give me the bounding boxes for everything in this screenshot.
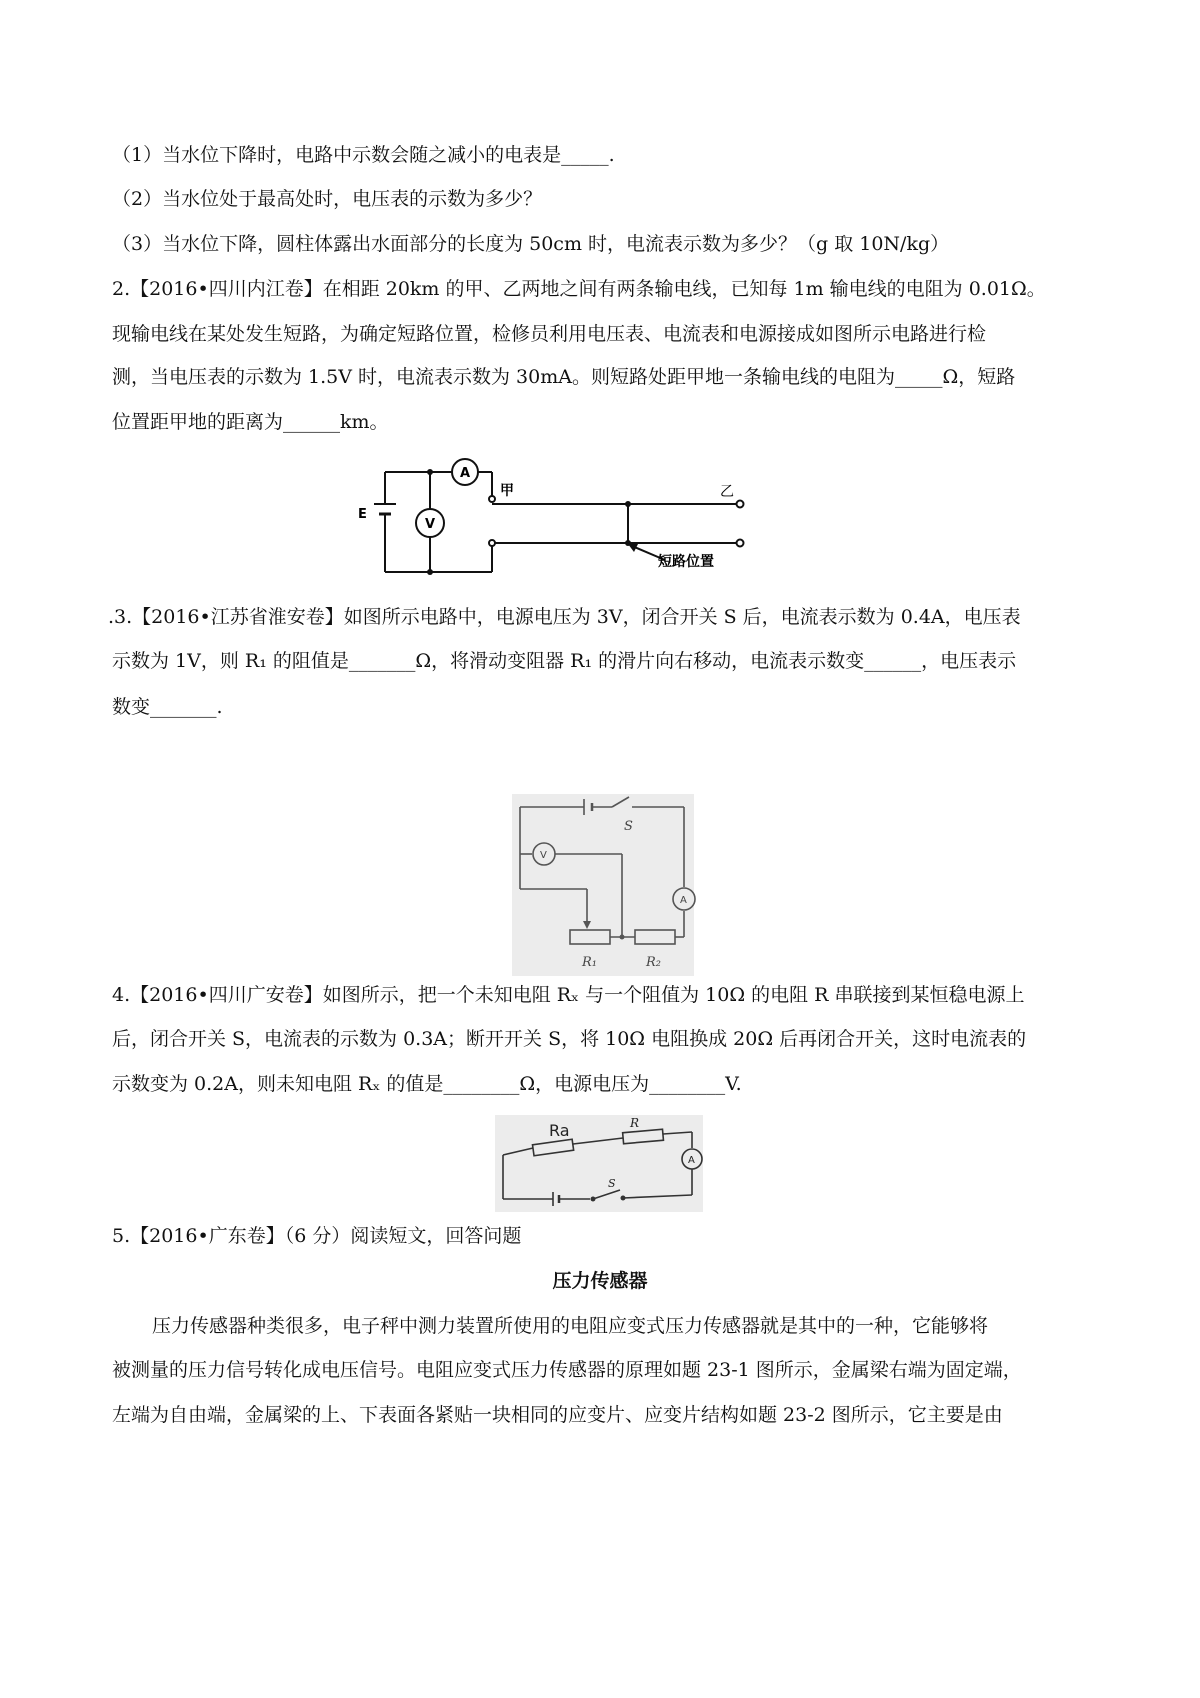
q1-sub2: （2）当水位处于最高处时，电压表的示数为多少？ <box>112 188 543 210</box>
q1-sub3: （3）当水位下降，圆柱体露出水面部分的长度为 50cm 时，电流表示数为多少？（g 取 10N/kg） <box>112 233 950 255</box>
q2-voltmeter-label: V <box>425 517 436 532</box>
q2-line4: 位置距甲地的距离为______km。 <box>112 411 389 433</box>
q5-para2: 被测量的压力信号转化成电压信号。电阻应变式压力传感器的原理如题 23-1 图所示，金属梁右端为固定端， <box>112 1359 1022 1381</box>
q2-source-label: E <box>358 507 367 522</box>
q2-ammeter-label: A <box>460 466 471 481</box>
q2-line2: 现输电线在某处发生短路，为确定短路位置，检修员利用电压表、电流表和电源接成如图所示电路进行检 <box>112 323 987 345</box>
q3-r1-label: R₁ <box>582 955 597 970</box>
q3-ammeter-label: A <box>680 895 687 906</box>
q2-short-label: 短路位置 <box>658 554 714 570</box>
q3-line3: 数变_______. <box>112 696 223 718</box>
q3-line1: .3.【2016•江苏省淮安卷】如图所示电路中，电源电压为 3V，闭合开关 S 后，电流表示数为 0.4A，电压表 <box>108 606 1021 628</box>
q3-circuit-diagram <box>512 794 694 976</box>
q5-line1: 5.【2016•广东卷】（6 分）阅读短文，回答问题 <box>112 1225 522 1247</box>
q1-sub1: （1）当水位下降时，电路中示数会随之减小的电表是_____. <box>112 144 615 166</box>
q4-ammeter-label: A <box>688 1155 695 1166</box>
q4-switch-label: S <box>608 1177 616 1190</box>
q4-line2: 后，闭合开关 S，电流表的示数为 0.3A；断开开关 S，将 10Ω 电阻换成 20Ω 后再闭合开关，这时电流表的 <box>112 1028 1027 1050</box>
q4-r-label: R <box>630 1116 640 1130</box>
q4-ra-label: Ra <box>549 1121 570 1140</box>
q5-para1: 压力传感器种类很多，电子秤中测力装置所使用的电阻应变式压力传感器就是其中的一种，它能够将 <box>152 1315 989 1337</box>
q3-voltmeter-label: V <box>540 850 547 861</box>
q4-line3: 示数变为 0.2A，则未知电阻 Rₓ 的值是________Ω，电源电压为________V. <box>112 1073 742 1095</box>
q4-line1: 4.【2016•四川广安卷】如图所示，把一个未知电阻 Rₓ 与一个阻值为 10Ω 的电阻 R 串联接到某恒稳电源上 <box>112 984 1025 1006</box>
q2-yi-label: 乙 <box>720 484 734 500</box>
q3-line2: 示数为 1V，则 R₁ 的阻值是_______Ω，将滑动变阻器 R₁ 的滑片向右移动，电流表示数变______，电压表示 <box>112 650 1017 672</box>
q5-title: 压力传感器 <box>552 1270 648 1292</box>
q2-line3: 测，当电压表的示数为 1.5V 时，电流表示数为 30mA。则短路处距甲地一条输电线的电阻为_____Ω，短路 <box>112 366 1016 388</box>
q2-circuit-diagram <box>358 460 830 585</box>
q3-r2-label: R₂ <box>646 955 661 970</box>
q4-circuit-diagram <box>495 1115 703 1212</box>
q5-para3: 左端为自由端，金属梁的上、下表面各紧贴一块相同的应变片、应变片结构如题 23-2 图所示，它主要是由 <box>112 1404 1003 1426</box>
q2-jia-label: 甲 <box>500 483 514 499</box>
q3-switch-label: S <box>624 819 633 834</box>
q2-line1: 2.【2016•四川内江卷】在相距 20km 的甲、乙两地之间有两条输电线，已知每 1m 输电线的电阻为 0.01Ω。 <box>112 278 1046 300</box>
